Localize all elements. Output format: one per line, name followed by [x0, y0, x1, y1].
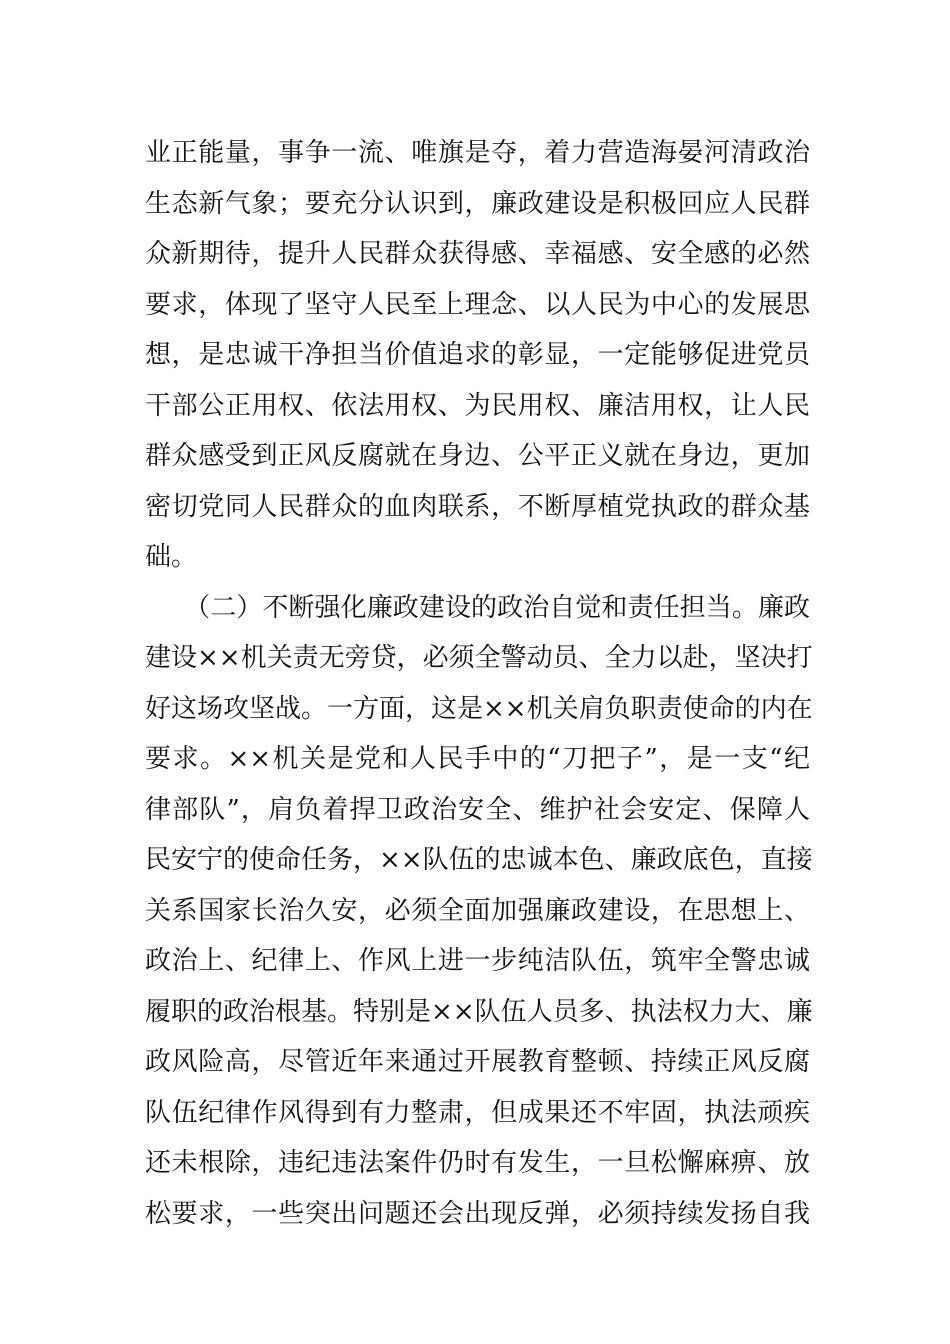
text-line: 政治上、纪律上、作风上进一步纯洁队伍，筑牢全警忠诚 — [145, 946, 810, 976]
text-line: 生态新气象；要充分认识到，廉政建设是积极回应人民群 — [145, 188, 810, 219]
text-line: 要求，体现了坚守人民至上理念、以人民为中心的发展思 — [145, 289, 810, 320]
text-line: 想，是忠诚干净担当价值追求的彰显，一定能够促进党员 — [145, 340, 810, 370]
text-line: 业正能量，事争一流、唯旗是夺，着力营造海晏河清政治 — [145, 138, 810, 168]
text-line: 松要求，一些突出问题还会出现反弹，必须持续发扬自我 — [145, 1198, 810, 1229]
text-line: 干部公正用权、依法用权、为民用权、廉洁用权，让人民 — [145, 390, 810, 421]
text-line: 政风险高，尽管近年来通过开展教育整顿、持续正风反腐 — [145, 1047, 810, 1077]
text-line: 民安宁的使命任务，××队伍的忠诚本色、廉政底色，直接 — [145, 845, 813, 875]
text-line: 关系国家长治久安，必须全面加强廉政建设，在思想上、 — [145, 895, 810, 926]
document-body — [145, 128, 813, 1239]
text-line: 建设××机关责无旁贷，必须全警动员、全力以赴，坚决打 — [145, 643, 813, 673]
text-line: 履职的政治根基。特别是××队伍人员多、执法权力大、廉 — [145, 996, 813, 1027]
text-line: 还未根除，违纪违法案件仍时有发生，一旦松懈麻痹、放 — [145, 1148, 810, 1178]
text-line: 队伍纪律作风得到有力整肃，但成果还不牢固，执法顽疾 — [145, 1097, 810, 1128]
text-line: 好这场攻坚战。一方面，这是××机关肩负职责使命的内在 — [145, 693, 813, 724]
text-line: 要求。××机关是党和人民手中的“刀把子”，是一支“纪 — [145, 744, 810, 774]
text-line: 律部队”，肩负着捍卫政治安全、维护社会安定、保障人 — [145, 794, 810, 825]
text-line: 密切党同人民群众的血肉联系，不断厚植党执政的群众基 — [145, 491, 810, 522]
text-line: 众新期待，提升人民群众获得感、幸福感、安全感的必然 — [145, 239, 810, 269]
text-line: 群众感受到正风反腐就在身边、公平正义就在身边，更加 — [145, 441, 810, 471]
text-line: 础。 — [145, 542, 198, 572]
paragraph-heading-line: （二）不断强化廉政建设的政治自觉和责任担当。廉政 — [145, 592, 810, 623]
